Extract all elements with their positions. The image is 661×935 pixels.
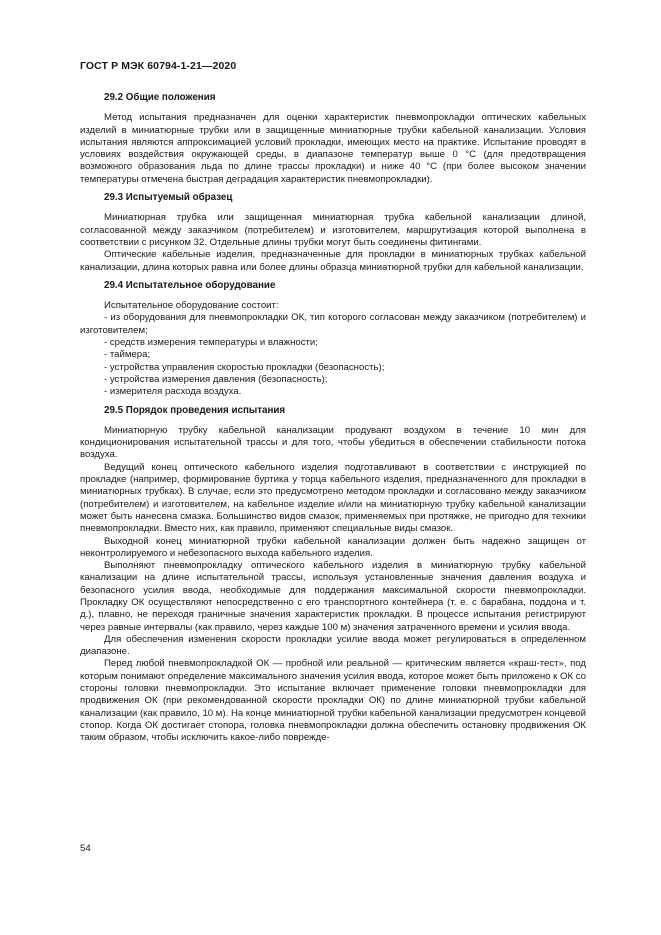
paragraph: Для обеспечения изменения скорости прокладки усилие ввода может регулироваться в определенном диапазоне. [80, 633, 586, 658]
paragraph: Выполняют пневмопрокладку оптического кабельного изделия в миниатюрную трубку кабельной канализации на длине испытательной трассы, используя установленные значения давления воздуха и безопасного усилия ввода, необходимые для поддержания максимальной скорости пневмопрокладки. Прокладку ОК осуществляют непосредственно с его транспортного контейнера (т. е. с барабана, поддона и т. д.), плавно, не переходя граничные значения характеристик прокладки. В процессе испытания регистрируют через равные интервалы (как правило, через каждые 100 м) значения затраченного времени и усилия ввода. [80, 560, 586, 633]
list-item: - устройства управления скоростью прокладки (безопасность); [104, 361, 385, 373]
section-title-29-3: 29.3 Испытуемый образец [104, 192, 233, 204]
paragraph: Ведущий конец оптического кабельного изделия подготавливают в соответствии с инструкцией по прокладке (например, формирование буртика у торца кабельного изделия, предназначенного для прокладки в миниатюрных трубках). В случае, если это предусмотрено методом прокладки и согласовано между заказчиком (потребителем) и изготовителем, на кабельное изделие и/или на миниатюрную трубку кабельной канализации может быть нанесена смазка. Большинство видов смазок, применяемых при протяжке, не пригодно для техники пневмопрокладки. Вместо них, как правило, применяют специальные виды смазок. [80, 461, 586, 535]
list-item: - измерителя расхода воздуха. [104, 386, 242, 398]
list-intro: Испытательное оборудование состоит: [104, 300, 279, 312]
paragraph: Миниатюрная трубка или защищенная миниатюрная трубка кабельной канализации длиной, согласованной между заказчиком (потребителем) и изготовителем, маршрутизация которой выполнена в соответствии с рисунком 32. Отдельные длины трубки могут быть соединены фитингами. [80, 212, 586, 248]
paragraph: Выходной конец миниатюрной трубки кабельной канализации должен быть надежно защищен от неконтролируемого и небезопасного выхода кабельного изделия. [80, 535, 586, 559]
list-item: - таймера; [104, 349, 151, 361]
paragraph: Метод испытания предназначен для оценки характеристик пневмопрокладки оптических кабельных изделий в миниатюрные трубки или в защищенные миниатюрные трубки кабельной канализации. Условия испытания являются аппроксимацией условий прокладки, имеющих место на практике. Испытание проводят в условиях воздействия окружающей среды, в диапазоне температур выше 0 °С (для предотвращения возможного образования льда по длине трассы прокладки) и ниже 40 °С (при более высоком значении температуры отмечена быстрая деградация характеристик пневмопрокладки). [80, 112, 586, 185]
list-item: - устройства измерения давления (безопасность); [104, 373, 328, 385]
document-body [80, 86, 586, 745]
section-title-29-4: 29.4 Испытательное оборудование [104, 279, 276, 291]
paragraph: Перед любой пневмопрокладкой ОК — пробной или реальной — критическим является «краш-тест», под которым понимают определение максимального значения усилия ввода, которое может быть приложено к ОК со стороны головки пневмопрокладки. Это испытание включает применение головки пневмопрокладки для продвижения ОК (при рекомендованной скорости прокладки ОК) по длине миниатюрной трубки кабельной канализации (как правило, 10 м). На конце миниатюрной трубки кабельной канализации предусмотрен концевой стопор. Когда ОК достигает стопора, головка пневмопрокладки должна обеспечить остановку продвижения ОК таким образом, чтобы исключить какое-либо поврежде- [80, 658, 586, 744]
standard-header: ГОСТ Р МЭК 60794-1-21—2020 [80, 60, 237, 72]
list-item: - средств измерения температуры и влажности; [104, 337, 318, 349]
section-title-29-2: 29.2 Общие положения [104, 92, 216, 103]
page-number: 54 [80, 843, 91, 854]
paragraph: Оптические кабельные изделия, предназначенные для прокладки в миниатюрных трубках кабельной канализации, длина которых равна или более длины образца миниатюрной трубки для кабельной канализации. [80, 249, 586, 273]
section-title-29-5: 29.5 Порядок проведения испытания [104, 404, 286, 416]
list-item: - из оборудования для пневмопрокладки ОК, тип которого согласован между заказчиком (потребителем) и изготовителем; [80, 312, 586, 336]
paragraph: Миниатюрную трубку кабельной канализации продувают воздухом в течение 10 мин для кондиционирования испытательной трассы и для того, чтобы убедиться в обеспечении стабильности потока воздуха. [80, 424, 586, 461]
